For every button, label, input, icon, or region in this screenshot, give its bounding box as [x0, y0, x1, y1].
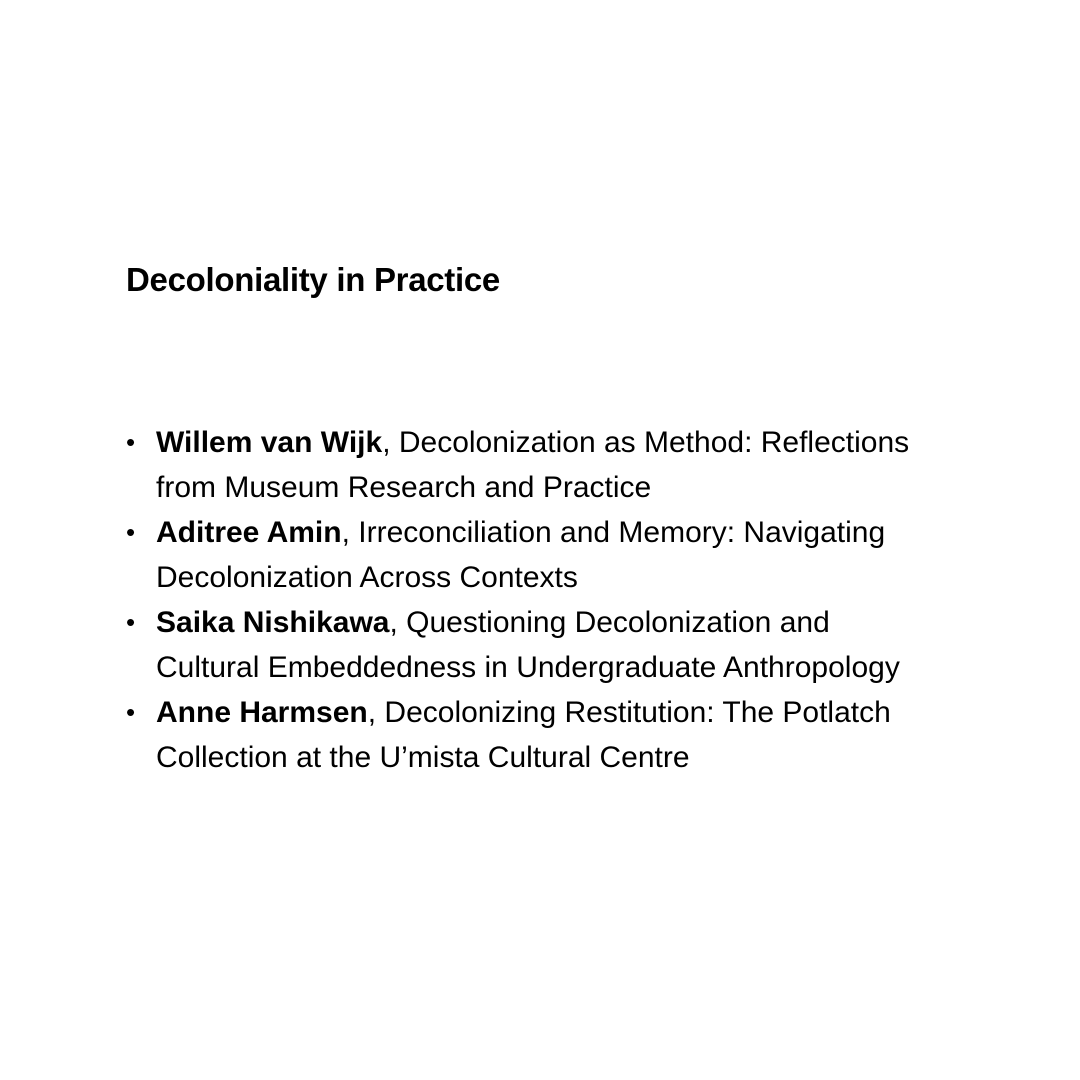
- bullet-icon: •: [126, 427, 136, 457]
- list-item: [126, 420, 1016, 510]
- talk-title-line-2: from Museum Research and Practice: [156, 471, 652, 504]
- talk-list: [126, 420, 1016, 780]
- talk-title-line-1: Decolonization as Method: Reflections: [398, 426, 910, 459]
- separator: ,: [382, 426, 399, 459]
- separator: ,: [341, 516, 359, 549]
- slide-title: Decoloniality in Practice: [126, 261, 500, 298]
- separator: ,: [389, 606, 407, 639]
- talk-title-line-1: Questioning Decolonization and: [406, 606, 830, 639]
- talk-title-line-1: Decolonizing Restitution: The Potlatch: [384, 696, 891, 729]
- list-item: [126, 600, 1016, 690]
- talk-title-line-1: Irreconciliation and Memory: Navigating: [358, 516, 886, 549]
- bullet-icon: •: [126, 697, 136, 727]
- list-item: [126, 510, 1016, 600]
- bullet-icon: •: [126, 517, 136, 547]
- talk-title-line-2: Collection at the U’mista Cultural Centre: [156, 741, 690, 774]
- separator: ,: [367, 696, 385, 729]
- speaker-name: Anne Harmsen: [156, 696, 368, 729]
- bullet-icon: •: [126, 607, 136, 637]
- list-item: [126, 690, 1016, 780]
- talk-title-line-2: Cultural Embeddedness in Undergraduate Anthropology: [156, 651, 900, 684]
- talk-title-line-2: Decolonization Across Contexts: [156, 561, 578, 594]
- speaker-name: Aditree Amin: [156, 516, 342, 549]
- speaker-name: Willem van Wijk: [156, 426, 383, 459]
- speaker-name: Saika Nishikawa: [156, 606, 390, 639]
